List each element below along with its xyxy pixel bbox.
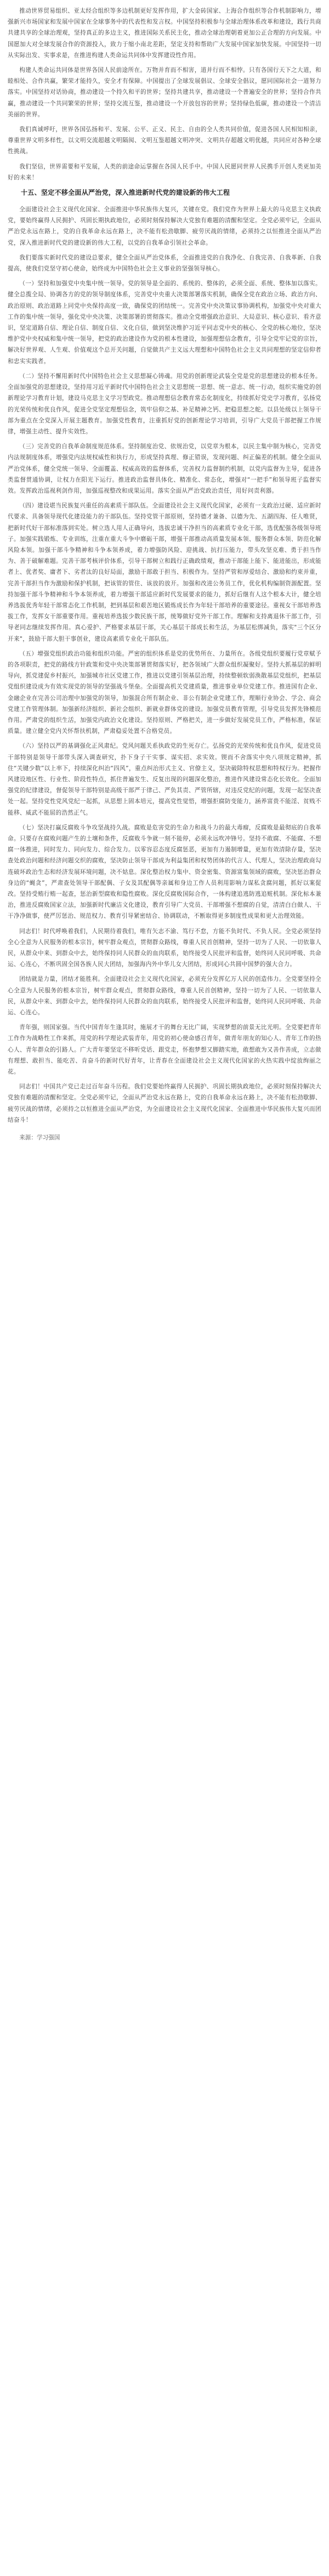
closing-paragraph: 同志们！时代呼唤着我们，人民期待着我们，唯有矢志不渝、笃行不怠，方能不负时代、不负人民。全党必须坚持全心全意为人民服务的根本宗旨，树牢群众观点，贯彻群众路线，尊重人民首创精神，坚持一切为了人民、一切依靠人民，从群众中来、到群众中去，始终保持同人民群众的血肉联系，始终接受人民批评和监督，始终同人民同呼吸、共命运、心连心，不断巩固全国各族人民大团结，加强海内外中华儿女大团结，形成同心共圆中国梦的强大合力。 xyxy=(8,928,321,968)
subsection-paragraph: （六）坚持以严的基调强化正风肃纪。党风问题关系执政党的生死存亡。弘扬党的光荣传统和优良作风，促进党员干部特别是领导干部带头深入调查研究，扑下身子干实事、谋实招、求实效。锲而不舍落实中央八项规定精神，抓住“关键少数”以上率下，持续深化纠治“四风”，重点纠治形式主义、官僚主义，坚决破除特权思想和特权行为。把握作风建设地区性、行业性、阶段性特点，抓住普遍发生、反复出现的问题深化整治，推进作风建设常态化长效化。全面加强党的纪律建设，督促领导干部特别是高级干部严于律己、严负其责、严管所辖，对违反党纪的问题，发现一起坚决查处一起。坚持党性党风党纪一起抓，从思想上固本培元，提高党性觉悟，增强拒腐防变能力，涵养富贵不能淫、贫贱不能移、威武不能屈的浩然正气。 xyxy=(8,743,321,816)
subsection-paragraph: （二）坚持不懈用新时代中国特色社会主义思想凝心铸魂。用党的创新理论武装全党是党的思想建设的根本任务。全面加强党的思想建设，坚持用习近平新时代中国特色社会主义思想统一思想、统一意志、统一行动，组织实施党的创新理论学习教育计划，建设马克思主义学习型政党。推动理想信念教育常态化制度化，持续抓好党史学习教育，弘扬党的光荣传统和优良作风，促进全党坚定理想信念，筑牢信仰之基、补足精神之钙、把稳思想之舵。以县处级以上领导干部为重点在全党深入开展主题教育。加强党性教育，注重抓好党的创新理论学习培训，引导广大党员干部把握工作规律，增强主动性、提升实效性。 xyxy=(8,372,321,435)
section-heading: 十五、坚定不移全面从严治党，深入推进新时代党的建设新的伟大工程 xyxy=(21,189,230,197)
closing-paragraph: 团结就是力量，团结才能胜利。全面建设社会主义现代化国家，必须充分发挥亿万人民的创造伟力。全党要坚持全心全意为人民服务的根本宗旨，树牢群众观点，贯彻群众路线，尊重人民首创精神，坚持一切为了人民、一切依靠人民，从群众中来、到群众中去，始终保持同人民群众的血肉联系，始终接受人民批评和监督，始终同人民同呼吸、共命运、心连心。 xyxy=(8,976,321,1016)
source-line: 来源：学习强国 xyxy=(19,1134,60,1142)
body-paragraph: 推动世界贸易组织、亚太经合组织等多边机制更好发挥作用，扩大金砖国家、上海合作组织等合作机制影响力，增强新兴市场国家和发展中国家在全球事务中的代表性和发言权。中国坚持积极参与全球治理体系改革和建设，践行共商共建共享的全球治理观，坚持真正的多边主义，推进国际关系民主化，推动全球治理朝着更加公正合理的方向发展。中国愿加大对全球发展合作的资源投入，致力于缩小南北差距，坚定支持和帮助广大发展中国家加快发展。中国坚持一切从实际出发、实事求是，在推进构建人类命运共同体中发挥建设性作用。 xyxy=(8,8,321,59)
subsection-paragraph: （五）增强党组织政治功能和组织功能。严密的组织体系是党的优势所在、力量所在。各级党组织要履行党章赋予的各项职责，把党的路线方针政策和党中央决策部署贯彻落实好，把各领域广大群众组织凝聚好。坚持大抓基层的鲜明导向，抓党建促乡村振兴，加强城市社区党建工作，推进以党建引领基层治理，持续整顿软弱涣散基层党组织，把基层党组织建设成为有效实现党的领导的坚强战斗堡垒。全面提高机关党建质量，推进事业单位党建工作。推进国有企业、金融企业在完善公司治理中加强党的领导，加强混合所有制企业、非公有制企业党建工作，理顺行业协会、学会、商会党建工作管理体制。加强新经济组织、新社会组织、新就业群体党的建设。加强党员教育管理，引导党员发挥先锋模范作用。严肃党的组织生活，加强党内政治文化建设。坚持原则、严格把关，进一步做好发展党员工作，严格标准，保证质量。建立健全党内关怀帮扶机制，严肃稳妥处置不合格党员。 xyxy=(8,650,321,735)
subsection-paragraph: （三）完善党的自我革命制度规范体系。坚持制度治党、依规治党，以党章为根本，以民主集中制为核心，完善党内法规制度体系，增强党内法规权威性和执行力，形成坚持真理、修正错误，发现问题、纠正偏差的机制。健全全面从严治党体系，健全党统一领导、全面覆盖、权威高效的监督体系，完善权力监督制约机制，以党内监督为主导，促进各类监督贯通协调，让权力在阳光下运行。推进政治监督具体化、精准化、常态化，增强对“一把手”和领导班子监督实效。发挥政治巡视利剑作用，加强巡视整改和成果运用。落实全面从严治党政治责任，用好问责利器。 xyxy=(8,443,321,494)
subsection-paragraph: （四）建设堪当民族复兴重任的高素质干部队伍。全面建设社会主义现代化国家，必须有一支政治过硬、适应新时代要求、具备领导现代化建设能力的干部队伍。坚持党管干部原则，坚持德才兼备、以德为先、五湖四海、任人唯贤，把新时代好干部标准落到实处。树立选人用人正确导向，选拔忠诚干净担当的高素质专业化干部，选优配强各级领导班子。加强实践锻炼、专业训练，注重在重大斗争中磨砺干部，增强干部推动高质量发展本领、服务群众本领、防范化解风险本领。加强干部斗争精神和斗争本领养成，着力增强防风险、迎挑战、抗打压能力，带头攻坚克难、勇于担当作为、善于破解难题。完善干部考核评价体系，引导干部树立和践行正确政绩观，推动干部能上能下、能进能出，形成能者上、优者奖、庸者下、劣者汰的良好局面，激励干部敢于担当、积极作为。坚持严管和厚爱结合、激励和约束并重，完善干部担当作为激励和保护机制，把该管的管住、该放的放开。加强和改进公务员工作，优化机构编制资源配置。坚持加强干部斗争精神和斗争本领养成，着力增强干部适应新时代发展要求的能力，抓好后继有人这个根本大计，健全培养选拔优秀年轻干部常态化工作机制，把到基层和艰苦地区锻炼成长作为年轻干部培养的重要途径。重视女干部培养选拔工作，发挥女干部重要作用。重视培养选拔少数民族干部，统筹做好党外干部工作。理解和支持离退休干部工作，引导老同志继续发挥作用。真心爱护、严格要求基层干部，关心基层干部成长和生活，为基层松绑减负，落实"三个区分开来"，鼓励干部大胆干事创业，建设高素质专业化干部队伍。 xyxy=(8,502,321,642)
body-paragraph: 全面建设社会主义现代化国家、全面推进中华民族伟大复兴，关键在党。我们党作为世界上最大的马克思主义执政党，要始终赢得人民拥护、巩固长期执政地位，必须时刻保持解决大党独有难题的清醒和坚定。全党必须牢记，全面从严治党永远在路上，党的自我革命永远在路上，决不能有松劲歇脚、疲劳厌战的情绪，必须持之以恒推进全面从严治党，深入推进新时代党的建设新的伟大工程，以党的自我革命引领社会革命。 xyxy=(8,206,321,246)
closing-paragraph: 青年强，则国家强。当代中国青年生逢其时，施展才干的舞台无比广阔，实现梦想的前景无比光明。全党要把青年工作作为战略性工作来抓，用党的科学理论武装青年，用党的初心使命感召青年，做青年朋友的知心人、青年工作的热心人、青年群众的引路人。广大青年要坚定不移听党话、跟党走，怀抱梦想又脚踏实地，敢想敢为又善作善成，立志做有理想、敢担当、能吃苦、肯奋斗的新时代好青年，让青春在全面建设社会主义现代化国家的火热实践中绽放绚丽之花。 xyxy=(8,1024,321,1076)
closing-paragraph: 同志们！中国共产党已走过百年奋斗历程。我们党要始终赢得人民拥护、巩固长期执政地位，必须时刻保持解决大党独有难题的清醒和坚定。全党必须牢记，全面从严治党永远在路上，党的自我革命永远在路上，决不能有松劲歇脚、疲劳厌战的情绪，必须持之以恒推进全面从严治党，为全面建设社会主义现代化国家、全面推进中华民族伟大复兴而团结奋斗！ xyxy=(8,1083,321,1123)
body-paragraph: 我们真诚呼吁，世界各国弘扬和平、发展、公平、正义、民主、自由的全人类共同价值，促进各国人民相知相亲，尊重世界文明多样性，以文明交流超越文明隔阂、文明互鉴超越文明冲突、文明共存超越文明优越，共同应对各种全球性挑战。 xyxy=(8,126,321,155)
body-paragraph: 我们坚信，世界需要和平发展，人类的前途命运掌握在各国人民手中。中国人民愿同世界人民携手开创人类更加美好的未来！ xyxy=(8,163,321,181)
body-paragraph: 我们要落实新时代党的建设总要求，健全全面从严治党体系，全面推进党的自我净化、自我完善、自我革新、自我提高，使我们党坚守初心使命，始终成为中国特色社会主义事业的坚强领导核心。 xyxy=(8,254,321,273)
article-body xyxy=(8,5,321,1143)
body-paragraph: 构建人类命运共同体是世界各国人民前途所在。万物并育而不相害，道并行而不相悖。只有各国行天下之大道，和睦相处、合作共赢，繁荣才能持久，安全才有保障。中国提出了全球发展倡议、全球安全倡议，愿同国际社会一道努力落实。中国坚持对话协商，推动建设一个持久和平的世界；坚持共建共享，推动建设一个普遍安全的世界；坚持合作共赢，推动建设一个共同繁荣的世界；坚持交流互鉴，推动建设一个开放包容的世界；坚持绿色低碳，推动建设一个清洁美丽的世界。 xyxy=(8,67,321,118)
subsection-paragraph: （一）坚持和加强党中央集中统一领导。党的领导是全面的、系统的、整体的，必须全面、系统、整体加以落实。健全总揽全局、协调各方的党的领导制度体系，完善党中央重大决策部署落实机制，确保全党在政治立场、政治方向、政治原则、政治道路上同党中央保持高度一致，确保党的团结统一。完善党中央决策议事协调机构，加强党中央对重大工作的集中统一领导，强化党中央决策、决策部署的贯彻落实。推动全党增强政治意识、大局意识、核心意识、看齐意识，坚定道路自信、理论自信、制度自信、文化自信，做到坚决维护习近平同志党中央的核心、全党的核心地位，坚决维护党中央权威和集中统一领导，把党的政治建设作为党的根本性建设，加强理想信念教育，引导全党牢记党的宗旨，解决好世界观、人生观、价值观这个总开关问题，自觉做共产主义远大理想和中国特色社会主义共同理想的坚定信仰者和忠实实践者。 xyxy=(8,280,321,365)
subsection-paragraph: （七）坚决打赢反腐败斗争攻坚战持久战。腐败是危害党的生命力和战斗力的最大毒瘤，反腐败是最彻底的自我革命。只要存在腐败问题产生的土壤和条件，反腐败斗争就一刻不能停，必须永远吹冲锋号。坚持不敢腐、不能腐、不想腐一体推进，同时发力、同向发力、综合发力。以零容忍态度反腐惩恶，更加有力遏制增量，更加有效清除存量，坚决查处政治问题和经济问题交织的腐败，坚决防止领导干部成为利益集团和权势团体的代言人、代理人，坚决治理政商勾连破坏政治生态和经济发展环境问题，决不姑息。深化整治权力集中、资金密集、资源富集领域的腐败，坚决惩治群众身边的“蝇贪”，严肃查处领导干部配偶、子女及其配偶等亲属和身边工作人员利用影响力谋私贪腐问题，抓好以案促改。坚持受贿行贿一起查，惩治新型腐败和隐性腐败。深化反腐败国际合作，一体构建追逃防逃追赃机制。深化标本兼治，推进反腐败国家立法，加强新时代廉洁文化建设，教育引导广大党员、干部增强不想腐的自觉，清清白白做人、干干净净做事，使严厉惩治、规范权力、教育引导紧密结合、协调联动，不断取得更多制度性成果和更大治理效能。 xyxy=(8,824,321,920)
